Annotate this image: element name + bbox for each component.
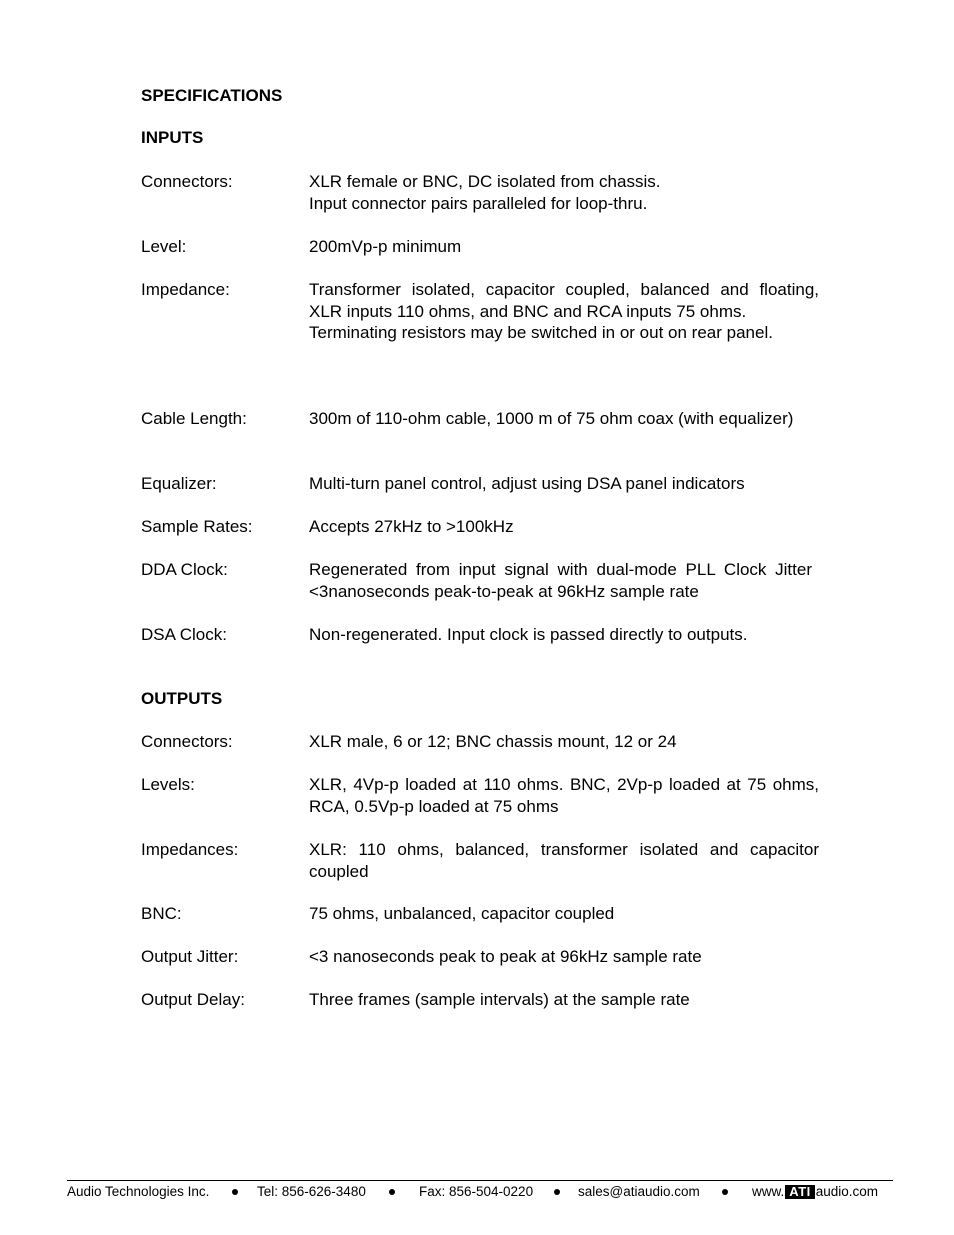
inputs-heading: INPUTS xyxy=(141,128,204,147)
spec-value xyxy=(309,624,819,646)
spec-value xyxy=(309,774,819,817)
spec-value xyxy=(309,989,819,1011)
spec-label: Levels: xyxy=(141,775,195,794)
footer-divider xyxy=(67,1180,893,1181)
footer-company: Audio Technologies Inc. xyxy=(67,1184,210,1199)
bullet-icon xyxy=(554,1189,560,1195)
spec-label: Connectors: xyxy=(141,732,233,751)
spec-value-line: XLR female or BNC, DC isolated from chassis. xyxy=(309,172,661,191)
spec-value xyxy=(309,559,812,602)
website-prefix: www. xyxy=(752,1184,785,1199)
spec-label: Equalizer: xyxy=(141,474,217,493)
spec-label: Connectors: xyxy=(141,172,233,191)
spec-value-line: Non-regenerated. Input clock is passed directly to outputs. xyxy=(309,625,748,644)
footer-fax: Fax: 856-504-0220 xyxy=(419,1184,534,1199)
spec-value xyxy=(309,171,819,214)
spec-value xyxy=(309,236,819,258)
spec-value xyxy=(309,946,819,968)
page-footer xyxy=(67,1183,893,1201)
spec-label: Cable Length: xyxy=(141,409,247,428)
spec-value xyxy=(309,516,819,538)
spec-value xyxy=(309,473,819,495)
spec-label: Level: xyxy=(141,237,187,256)
spec-value xyxy=(309,408,819,430)
outputs-heading: OUTPUTS xyxy=(141,689,223,708)
footer-website[interactable] xyxy=(752,1183,878,1201)
ati-logo-icon: ATI xyxy=(785,1185,814,1199)
bullet-icon xyxy=(232,1189,238,1195)
spec-value-line: 200mVp-p minimum xyxy=(309,237,462,256)
spec-value-line: XLR, 4Vp-p loaded at 110 ohms. BNC, 2Vp-p loaded at 75 ohms, RCA, 0.5Vp-p loaded at 75 ohms xyxy=(309,775,819,816)
bullet-icon xyxy=(722,1189,728,1195)
spec-value-line: <3 nanoseconds peak to peak at 96kHz sample rate xyxy=(309,947,702,966)
spec-value-line: Regenerated from input signal with dual-mode PLL Clock Jitter <3nanoseconds peak-to-peak at 96kHz sample rate xyxy=(309,560,812,601)
spec-value-line: Terminating resistors may be switched in or out on rear panel. xyxy=(309,323,773,342)
spec-label: BNC: xyxy=(141,904,182,923)
spec-value xyxy=(309,839,819,882)
spec-value xyxy=(309,731,819,753)
spec-value xyxy=(309,903,819,925)
spec-value-line: 300m of 110-ohm cable, 1000 m of 75 ohm coax (with equalizer) xyxy=(309,409,794,428)
spec-value-line: XLR: 110 ohms, balanced, transformer isolated and capacitor coupled xyxy=(309,840,819,881)
spec-label: Output Delay: xyxy=(141,990,245,1009)
spec-label: Sample Rates: xyxy=(141,517,253,536)
spec-value-line: 75 ohms, unbalanced, capacitor coupled xyxy=(309,904,615,923)
spec-value-line: Three frames (sample intervals) at the sample rate xyxy=(309,990,690,1009)
website-suffix: audio.com xyxy=(815,1184,879,1199)
page-title: SPECIFICATIONS xyxy=(141,86,283,105)
footer-tel: Tel: 856-626-3480 xyxy=(257,1184,366,1199)
spec-value xyxy=(309,279,819,344)
spec-label: Impedances: xyxy=(141,840,239,859)
footer-email[interactable]: sales@atiaudio.com xyxy=(578,1184,700,1199)
spec-label: Impedance: xyxy=(141,280,230,299)
spec-value-line: Multi-turn panel control, adjust using DSA panel indicators xyxy=(309,474,745,493)
spec-value-line: Accepts 27kHz to >100kHz xyxy=(309,517,514,536)
spec-label: Output Jitter: xyxy=(141,947,239,966)
spec-label: DSA Clock: xyxy=(141,625,227,644)
spec-value-line: XLR male, 6 or 12; BNC chassis mount, 12 or 24 xyxy=(309,732,677,751)
spec-label: DDA Clock: xyxy=(141,560,228,579)
bullet-icon xyxy=(389,1189,395,1195)
spec-value-line: Input connector pairs paralleled for loop-thru. xyxy=(309,193,648,213)
spec-value-line: Transformer isolated, capacitor coupled, balanced and floating, XLR inputs 110 ohms, and BNC and RCA inputs 75 ohms. xyxy=(309,280,819,321)
